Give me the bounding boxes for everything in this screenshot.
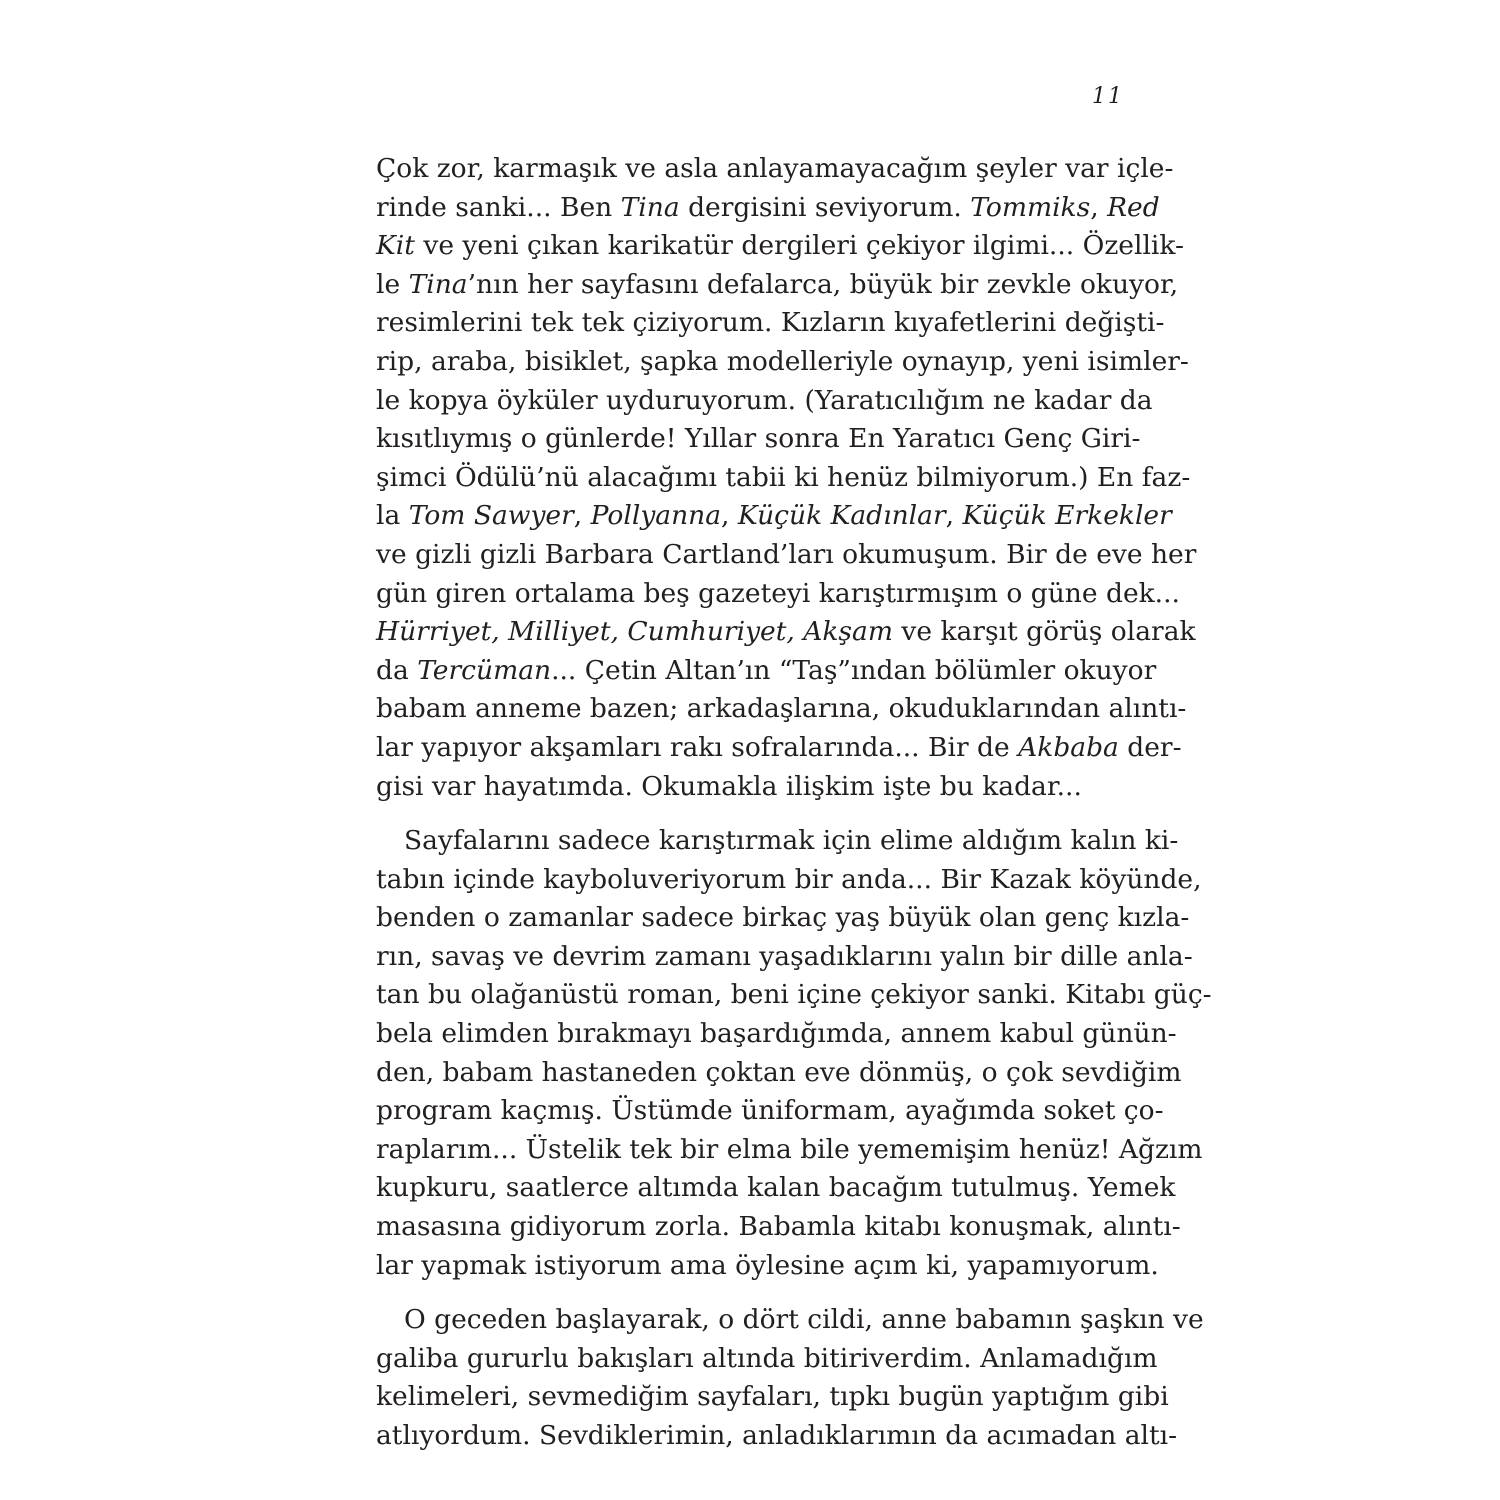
text-run: rinde sanki... Ben <box>376 191 621 223</box>
italic-title-text: Küçük Erkekler <box>962 500 1172 532</box>
text-run: le kopya öyküler uyduruyorum. (Yaratıcılığım ne kadar da <box>376 384 1153 416</box>
text-run: gün giren ortalama beş gazeteyi karıştırmışım o güne dek... <box>376 577 1180 609</box>
text-line <box>376 1015 1177 1054</box>
text-line <box>376 899 1190 938</box>
text-line <box>376 304 1165 343</box>
text-run: da <box>376 654 418 686</box>
italic-title-text: Tommiks <box>970 191 1091 223</box>
text-run: dergisini seviyorum. <box>679 191 971 223</box>
text-run: kısıtlıymış o günlerde! Yıllar sonra En Yaratıcı Genç Giri- <box>376 423 1141 455</box>
text-run: rın, savaş ve devrim zamanı yaşadıklarını yalın bir dille anla- <box>376 940 1193 972</box>
text-run: la <box>376 500 409 532</box>
italic-title-text: Tom Sawyer <box>408 500 574 532</box>
text-line <box>376 822 1179 861</box>
text-line <box>376 575 1180 614</box>
text-line <box>376 613 1196 652</box>
text-line <box>376 652 1157 691</box>
text-run: Çok zor, karmaşık ve asla anlayamayacağım şeyler var içle- <box>376 153 1174 184</box>
text-line <box>376 536 1197 575</box>
italic-title-text: Tina <box>620 191 680 223</box>
text-run: tan bu olağanüstü roman, beni içine çekiyor sanki. Kitabı güç- <box>376 979 1212 1011</box>
text-line <box>376 1417 1178 1456</box>
italic-title-text: Tina <box>408 268 468 300</box>
text-line <box>376 189 1160 228</box>
text-run: ve yeni çıkan karikatür dergileri çekiyor ilgimi... Özellik- <box>414 230 1184 262</box>
text-run: masasına gidiyorum zorla. Babamla kitabı konuşmak, alıntı- <box>376 1211 1181 1243</box>
text-run: resimlerini tek tek çiziyorum. Kızların kıyafetlerini değişti- <box>376 307 1165 339</box>
text-line <box>376 938 1193 977</box>
text-run: ... Çetin Altan’ın “Taş”ından bölümler okuyor <box>551 654 1157 686</box>
text-run: Sayfalarını sadece karıştırmak için elime aldığım kalın ki- <box>404 825 1179 857</box>
italic-title-text: Tercüman <box>417 654 552 686</box>
italic-title-text: Pollyanna <box>590 500 722 532</box>
text-line <box>376 420 1141 459</box>
paragraph-gap <box>376 806 1126 822</box>
text-line <box>376 1208 1181 1247</box>
text-line <box>376 690 1187 729</box>
text-run: benden o zamanlar sadece birkaç yaş büyük olan genç kızla- <box>376 902 1190 934</box>
italic-title-text: Küçük Kadınlar <box>737 500 946 532</box>
text-line <box>376 976 1212 1015</box>
body-text <box>376 150 1212 1456</box>
text-line <box>376 1378 1169 1417</box>
text-run: lar yapmak istiyorum ama öylesine açım ki, yapamıyorum. <box>376 1249 1159 1281</box>
text-line <box>376 1340 1158 1379</box>
text-run: le <box>376 268 409 300</box>
text-line <box>376 150 1174 189</box>
text-run: raplarım... Üstelik tek bir elma bile yememişim henüz! Ağzım <box>376 1133 1203 1165</box>
text-line <box>376 768 1126 807</box>
text-line <box>376 227 1184 266</box>
text-run: kelimeleri, sevmediğim sayfaları, tıpkı bugün yaptığım gibi <box>376 1381 1169 1413</box>
text-line <box>376 382 1153 421</box>
text-run: bela elimden bırakmayı başardığımda, annem kabul günün- <box>376 1018 1177 1050</box>
text-run: gisi var hayatımda. Okumakla ilişkim işte bu kadar... <box>376 770 1082 802</box>
text-run: babam anneme bazen; arkadaşlarına, okuduklarından alıntı- <box>376 693 1187 725</box>
text-run: galiba gururlu bakışları altında bitiriverdim. Anlamadığım <box>376 1342 1158 1374</box>
text-line <box>376 1169 1176 1208</box>
text-line <box>376 1054 1182 1093</box>
text-run: program kaçmış. Üstümde üniformam, ayağımda soket ço- <box>376 1095 1164 1127</box>
italic-title-text: Kit <box>376 230 415 262</box>
text-run: kupkuru, saatlerce altımda kalan bacağım tutulmuş. Yemek <box>376 1172 1176 1204</box>
text-run: , <box>573 500 591 532</box>
text-line <box>376 1301 1204 1340</box>
text-run: şimci Ödülü’nü alacağımı tabii ki henüz bilmiyorum.) En faz- <box>376 461 1191 493</box>
text-run: , <box>945 500 963 532</box>
text-line <box>376 1131 1203 1170</box>
text-line <box>376 729 1182 768</box>
text-run: , <box>721 500 738 532</box>
text-line <box>376 497 1172 536</box>
text-run: , <box>1090 191 1108 223</box>
italic-title-text: Akbaba <box>1018 731 1119 763</box>
text-run: ve gizli gizli Barbara Cartland’ları okumuşum. Bir de eve her <box>376 538 1197 570</box>
text-run: lar yapıyor akşamları rakı sofralarında... Bir de <box>376 731 1019 763</box>
italic-title-text: Hürriyet, Milliyet, Cumhuriyet, Akşam <box>376 616 893 648</box>
page-number: 11 <box>1092 84 1124 109</box>
text-line <box>376 1092 1164 1131</box>
text-run: ve karşıt görüş olarak <box>892 616 1196 648</box>
text-line <box>376 861 1202 900</box>
text-line <box>376 266 1179 305</box>
paragraph-gap <box>376 1285 1126 1301</box>
text-line <box>376 1247 1159 1286</box>
italic-title-text: Red <box>1107 191 1160 223</box>
text-run: den, babam hastaneden çoktan eve dönmüş, o çok sevdiğim <box>376 1056 1182 1088</box>
text-run: atlıyordum. Sevdiklerimin, anladıklarımın da acımadan altı- <box>376 1420 1178 1451</box>
text-run: O geceden başlayarak, o dört cildi, anne babamın şaşkın ve <box>404 1304 1204 1336</box>
text-run: tabın içinde kayboluveriyorum bir anda... Bir Kazak köyünde, <box>376 863 1202 895</box>
text-run: der- <box>1118 731 1182 763</box>
text-line <box>376 343 1189 382</box>
text-run: ’nın her sayfasını defalarca, büyük bir zevkle okuyor, <box>467 268 1179 300</box>
text-run: rip, araba, bisiklet, şapka modelleriyle oynayıp, yeni isimler- <box>376 345 1189 377</box>
text-line <box>376 459 1191 498</box>
